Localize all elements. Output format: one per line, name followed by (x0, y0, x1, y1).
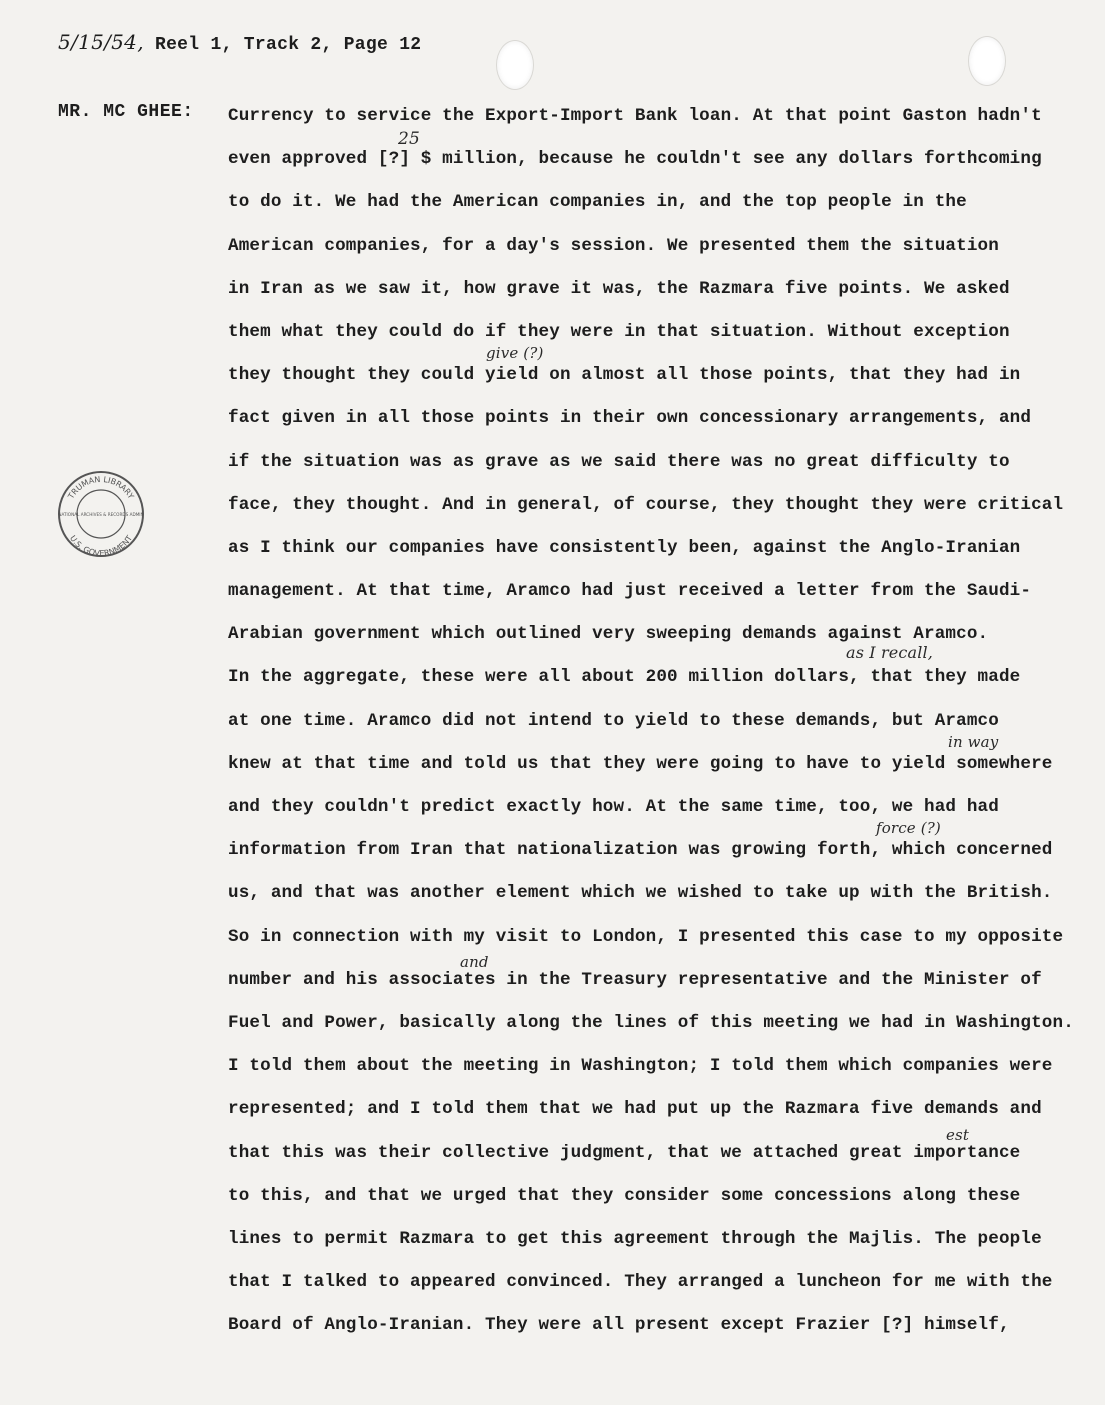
transcript-line: American companies, for a day's session. We presented them the situation (228, 235, 999, 256)
header-date: 5/15/54, (58, 30, 144, 54)
handwritten-est: est (946, 1125, 970, 1144)
transcript-line: management. At that time, Aramco had just received a letter from the Saudi- (228, 581, 1032, 602)
punch-hole-right (968, 36, 1006, 86)
transcript-line: to do it. We had the American companies in, and the top people in the (228, 192, 967, 213)
transcript-line (228, 129, 1080, 188)
handwritten-force: force (?) (876, 819, 941, 838)
transcript-line: Board of Anglo-Iranian. They were all present except Frazier [?] himself, (228, 1315, 1010, 1336)
speaker-label: MR. MC GHEE: (58, 102, 194, 122)
transcript-line: as I think our companies have consistently been, against the Anglo-Iranian (228, 537, 1021, 558)
page-header (58, 30, 421, 55)
transcript-line: to this, and that we urged that they consider some concessions along these (228, 1185, 1021, 1206)
transcript-line: and they couldn't predict exactly how. At the same time, too, we had had (228, 797, 999, 817)
transcript-line: I told them about the meeting in Washington; I told them which companies were (228, 1056, 1053, 1077)
transcript-line: that I talked to appeared convinced. They arranged a luncheon for me with the (228, 1272, 1053, 1293)
transcript-line: face, they thought. And in general, of course, they thought they were critical (228, 494, 1064, 515)
transcript-line: at one time. Aramco did not intend to yield to these demands, but Aramco (228, 710, 999, 731)
transcript-line: Arabian government which outlined very sweeping demands against Aramco. (228, 624, 989, 645)
transcript-line-text: In the aggregate, these were all about 200 million dollars, that they made (228, 667, 1021, 688)
transcript-line (228, 344, 1080, 404)
transcript-line: Currency to service the Export-Import Bank loan. At that point Gaston hadn't (228, 106, 1042, 126)
stamp-top-text: TRUMAN LIBRARY (66, 474, 136, 501)
transcript-line (228, 1125, 1080, 1182)
handwritten-as-recall: as I recall, (846, 643, 933, 663)
stamp-middle-text: NATIONAL ARCHIVES & RECORDS ADMIN (58, 512, 144, 517)
transcript-line-text: knew at that time and told us that they were going to have to yield somewhere (228, 753, 1053, 774)
transcript-body (228, 102, 1080, 1354)
punch-hole-left (496, 40, 534, 90)
transcript-line-text: that this was their collective judgment, that we attached great importance (228, 1142, 1021, 1163)
transcript-line: them what they could do if they were in that situation. Without exception (228, 321, 1010, 342)
header-location: Reel 1, Track 2, Page 12 (154, 35, 422, 55)
handwritten-in-way: in way (948, 732, 999, 751)
transcript-line (228, 819, 1080, 879)
transcript-line: if the situation was as grave as we said there was no great difficulty to (228, 451, 1010, 472)
transcript-line: fact given in all those points in their own concessionary arrangements, and (228, 408, 1032, 429)
transcript-line (228, 643, 1080, 706)
transcript-line: us, and that was another element which we wished to take up with the British. (228, 883, 1053, 904)
transcript-line-text: they thought they could yield on almost all those points, that they had in (228, 365, 1021, 386)
transcript-line-text: information from Iran that nationalization was growing forth, which concerned (228, 840, 1053, 861)
handwritten-amount: 25 (398, 129, 420, 150)
transcript-line: Fuel and Power, basically along the lines of this meeting we had in Washington. (228, 1012, 1074, 1033)
transcript-line: lines to permit Razmara to get this agreement through the Majlis. The people (228, 1228, 1042, 1249)
stamp-bottom-text: U.S. GOVERNMENT (67, 533, 135, 559)
archive-stamp (55, 468, 147, 560)
transcript-line: represented; and I told them that we had put up the Razmara five demands and (228, 1099, 1042, 1120)
handwritten-give: give (?) (486, 344, 544, 363)
transcript-line (228, 732, 1080, 793)
transcript-line: in Iran as we saw it, how grave it was, the Razmara five points. We asked (228, 278, 1010, 299)
transcript-line-text: even approved [?] $ million, because he couldn't see any dollars forthcoming (228, 149, 1042, 170)
transcript-line (228, 952, 1080, 1009)
transcript-line: So in connection with my visit to London, I presented this case to my opposite (228, 926, 1064, 947)
handwritten-and: and (460, 952, 489, 971)
transcript-line-text: number and his associates in the Treasury representative and the Minister of (228, 969, 1042, 990)
